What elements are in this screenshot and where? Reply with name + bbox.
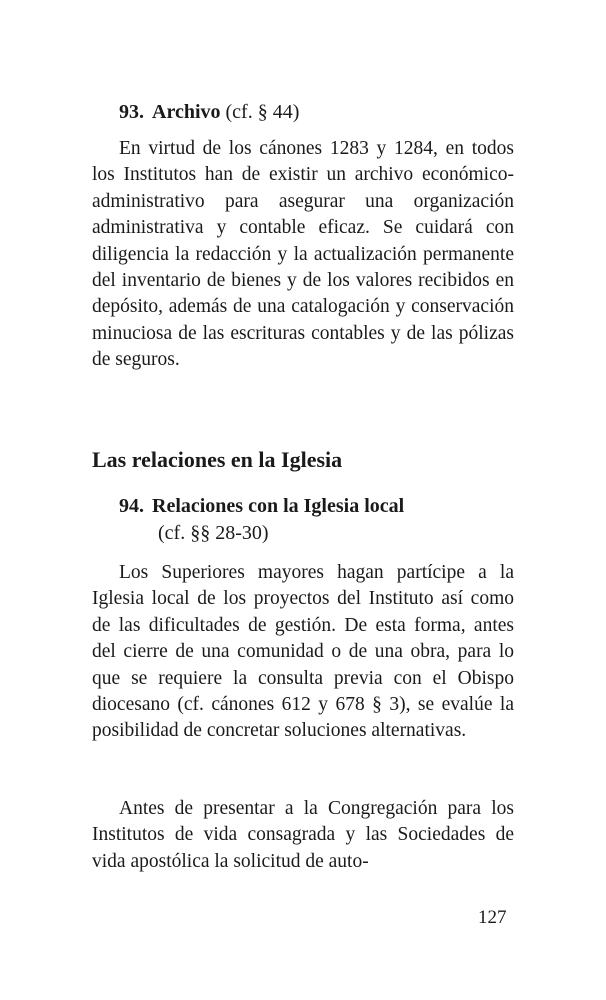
item-93-title: Archivo: [152, 101, 221, 123]
item-94-reference: (cf. §§ 28-30): [158, 522, 269, 544]
page-number: 127: [478, 907, 507, 928]
item-94-number: 94.: [119, 495, 144, 517]
item-94-paragraph-1: Los Superiores mayores hagan partícipe a la Iglesia local de los proyectos del Instituto así como de las dificultades de gestión. De esta forma, antes del cierre de una comunidad o de una obra, para lo que se requiere la consulta previa con el Obispo diocesano (cf. cánones 612 y 678 § 3), se evalúe la posibilidad de concretar soluciones alternativas.: [92, 562, 514, 742]
section-title: Las relaciones en la Iglesia: [92, 447, 343, 472]
item-94-heading: [119, 495, 404, 518]
item-93-paragraph: En virtud de los cánones 1283 y 1284, en todos los Institutos han de existir un archivo económico-administrativo para asegurar una organización administrativa y contable eficaz. Se cuidará con diligencia la redacción y la actualización permanente del inventario de bienes y de los valores recibidos en depósito, además de una catalogación y conservación minuciosa de las escrituras contables y de las pólizas de seguros.: [92, 138, 514, 371]
item-93-heading: [119, 101, 299, 124]
item-93-reference: (cf. § 44): [225, 101, 300, 123]
item-94-title: Relaciones con la Iglesia local: [152, 495, 405, 517]
item-94-paragraph-2: Antes de presentar a la Congregación para los Institutos de vida consagrada y las Sociedades de vida apostólica la solicitud de auto-: [92, 798, 514, 872]
item-93-number: 93.: [119, 101, 144, 123]
